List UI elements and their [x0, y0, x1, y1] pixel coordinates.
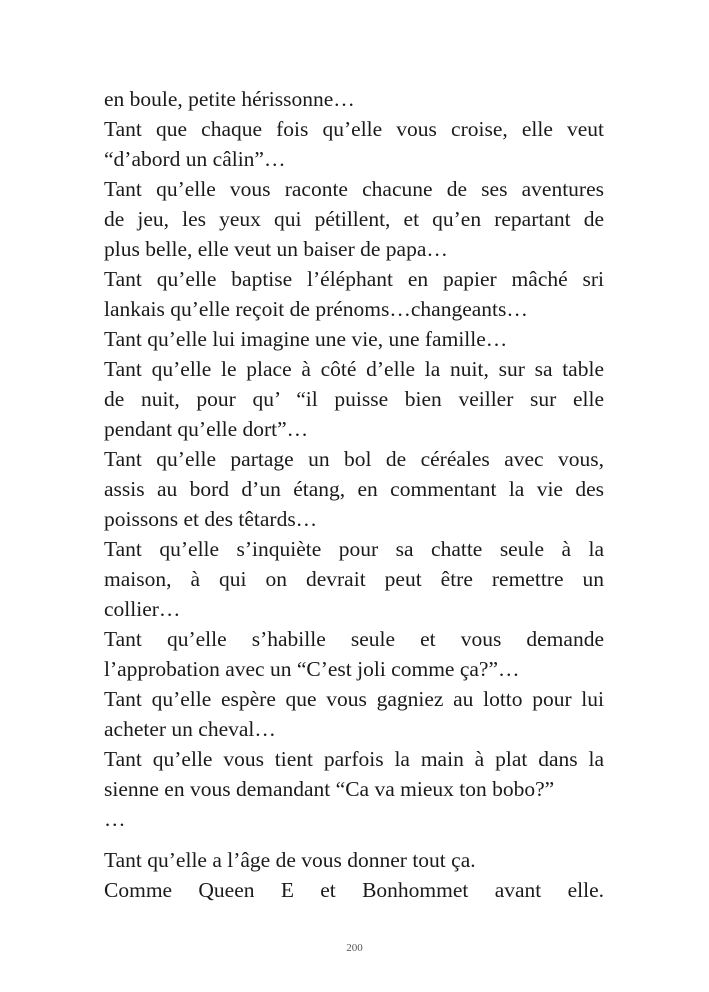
paragraph-gap [104, 834, 604, 845]
text-line: … [104, 807, 126, 831]
text-line: Tant qu’elle s’inquiète pour sa chatte seule à la [104, 537, 604, 561]
text-line: Tant que chaque fois qu’elle vous croise, elle veut [104, 117, 604, 141]
page-body-text [104, 84, 604, 905]
text-line: plus belle, elle veut un baiser de papa… [104, 237, 448, 261]
text-line: assis au bord d’un étang, en commentant la vie des [104, 477, 604, 501]
text-line: Tant qu’elle a l’âge de vous donner tout ça. [104, 848, 476, 872]
text-line: maison, à qui on devrait peut être remettre un [104, 567, 604, 591]
text-line: l’approbation avec un “C’est joli comme ça?”… [104, 657, 520, 681]
text-line: poissons et des têtards… [104, 507, 318, 531]
page-number: 200 [346, 942, 363, 954]
text-line: Tant qu’elle espère que vous gagniez au lotto pour lui [104, 687, 604, 711]
text-line: Comme Queen E et Bonhommet avant elle. [104, 878, 604, 902]
text-line: Tant qu’elle vous tient parfois la main à plat dans la [104, 747, 604, 771]
text-line: lankais qu’elle reçoit de prénoms…changeants… [104, 297, 528, 321]
text-line: Tant qu’elle lui imagine une vie, une famille… [104, 327, 508, 351]
text-line: sienne en vous demandant “Ca va mieux ton bobo?” [104, 777, 555, 801]
text-line: Tant qu’elle partage un bol de céréales avec vous, [104, 447, 604, 471]
text-line: de jeu, les yeux qui pétillent, et qu’en repartant de [104, 207, 604, 231]
text-line: collier… [104, 597, 181, 621]
text-line: de nuit, pour qu’ “il puisse bien veiller sur elle [104, 387, 604, 411]
text-line: Tant qu’elle le place à côté d’elle la nuit, sur sa table [104, 357, 604, 381]
text-line: acheter un cheval… [104, 717, 276, 741]
text-line: Tant qu’elle baptise l’éléphant en papier mâché sri [104, 267, 604, 291]
text-line: Tant qu’elle vous raconte chacune de ses aventures [104, 177, 604, 201]
text-line: en boule, petite hérissonne… [104, 87, 355, 111]
text-line: Tant qu’elle s’habille seule et vous demande [104, 627, 604, 651]
text-line: “d’abord un câlin”… [104, 147, 286, 171]
text-line: pendant qu’elle dort”… [104, 417, 309, 441]
